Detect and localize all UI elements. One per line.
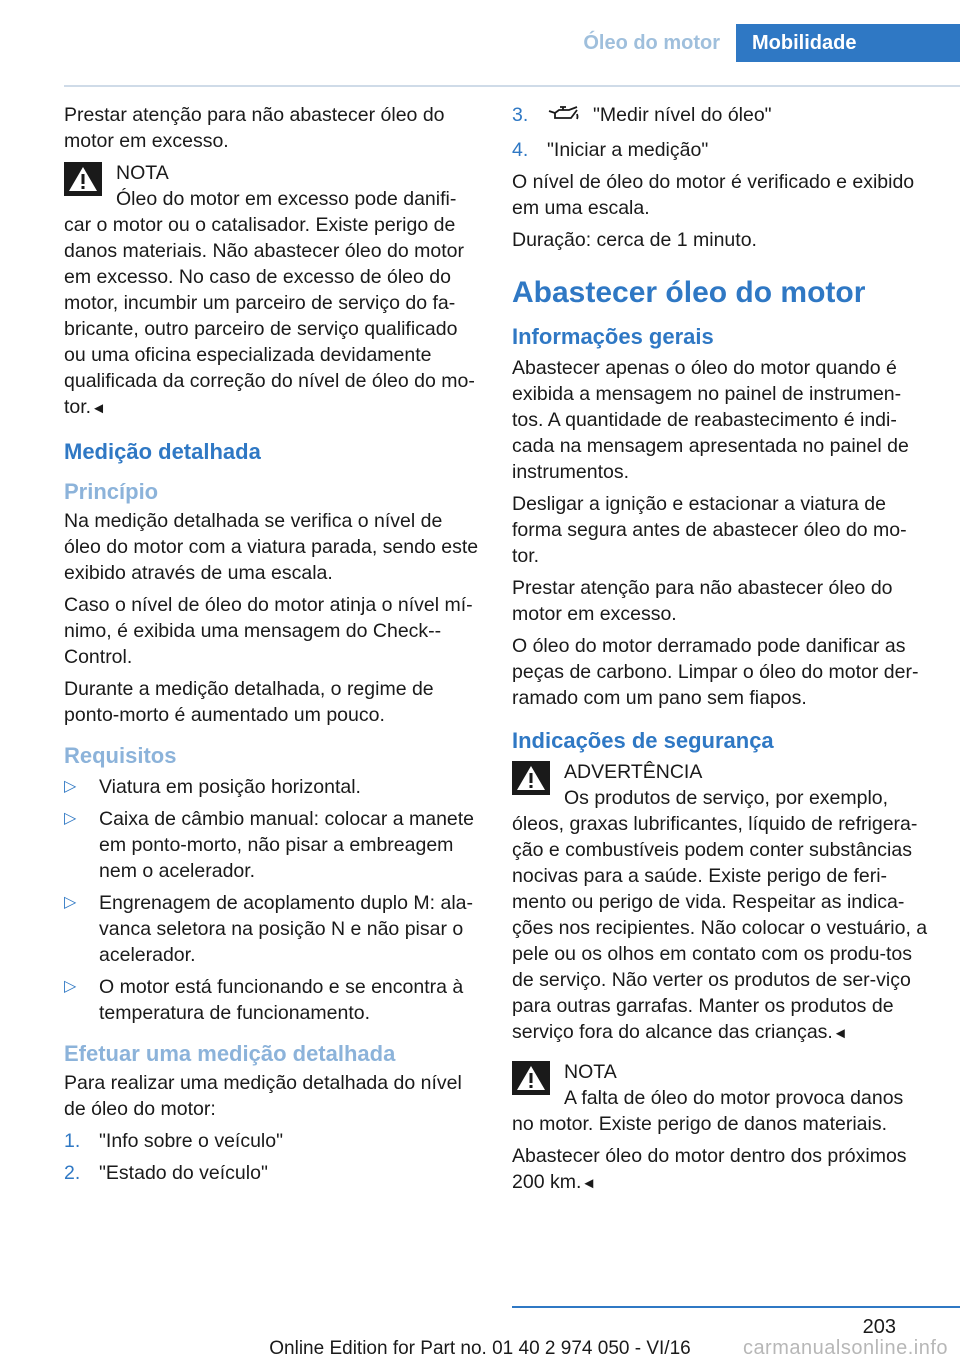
step-item: 2. "Estado do veículo" xyxy=(64,1162,268,1184)
warning-title: NOTA xyxy=(564,1061,617,1083)
page-number: 203 xyxy=(862,1316,896,1338)
steps-list xyxy=(512,102,928,163)
list-item: ▷ Engrenagem de acoplamento duplo M: ala-vanca seletora na posição N e não pisar o acelerador. xyxy=(64,892,473,966)
left-column xyxy=(64,102,480,1192)
list-item: ▷ O motor está funcionando e se encontra à temperatura de funcionamento. xyxy=(64,976,464,1024)
steps-list xyxy=(64,1128,480,1186)
step-item: 3. "Medir nível do óleo" xyxy=(512,102,928,131)
footer-divider xyxy=(512,1306,960,1308)
paragraph: Duração: cerca de 1 minuto. xyxy=(512,229,757,251)
watermark: carmanualsonline.info xyxy=(742,1337,948,1359)
page-header xyxy=(0,24,960,62)
warning-triangle-icon xyxy=(64,162,102,196)
warning-triangle-icon xyxy=(512,761,550,795)
heading-requisitos: Requisitos xyxy=(64,743,177,768)
paragraph: Abastecer apenas o óleo do motor quando é exibida a mensagem no painel de instrumen-tos. A quantidade de reabastecimento é indi-cada na mensagem apresentada no painel de instrumentos. xyxy=(512,357,909,483)
step-item: 1. "Info sobre o veículo" xyxy=(64,1130,284,1152)
paragraph: Abastecer óleo do motor dentro dos próximos 200 km.◄ xyxy=(512,1145,907,1193)
requirements-list xyxy=(64,774,480,1026)
advertencia-warning-block xyxy=(512,759,928,1047)
heading-efetuar-medicao: Efetuar uma medição detalhada xyxy=(64,1041,396,1066)
end-mark-icon: ◄ xyxy=(832,1025,848,1042)
step-item: 4. "Iniciar a medição" xyxy=(512,139,709,161)
triangle-bullet-icon: ▷ xyxy=(64,810,77,827)
edition-footer: Online Edition for Part no. 01 40 2 974 050 - VI/16 xyxy=(269,1338,691,1359)
list-item: ▷ Caixa de câmbio manual: colocar a manete em ponto-morto, não pisar a embreagem nem o acelerador. xyxy=(64,808,475,882)
paragraph: Durante a medição detalhada, o regime de ponto-morto é aumentado um pouco. xyxy=(64,678,434,726)
heading-medicao-detalhada: Medição detalhada xyxy=(64,439,261,464)
intro-paragraph: Prestar atenção para não abastecer óleo do motor em excesso. xyxy=(64,104,445,152)
paragraph: Para realizar uma medição detalhada do nível de óleo do motor: xyxy=(64,1072,462,1120)
paragraph: Na medição detalhada se verifica o nível de óleo do motor com a viatura parada, sendo este exibido através de uma escala. xyxy=(64,510,479,584)
heading-principio: Princípio xyxy=(64,479,159,504)
list-item: ▷ Viatura em posição horizontal. xyxy=(64,776,361,798)
warning-text: Óleo do motor em excesso pode danifi-car o motor ou o catalisador. Existe perigo de danos materiais. Não abastecer óleo do motor em excesso. No caso de excesso de óleo do motor, incumbir um parceiro de serviço do fa-bricante, outro parceiro de serviço qualificado ou uma oficina especializada devidamente qualificada da correção do nível de óleo do mo-tor. xyxy=(64,188,475,418)
heading-informacoes-gerais: Informações gerais xyxy=(512,324,714,349)
warning-title: NOTA xyxy=(116,162,169,184)
header-divider xyxy=(64,85,960,87)
end-mark-icon: ◄ xyxy=(91,400,106,417)
warning-triangle-icon xyxy=(512,1061,550,1095)
nota-warning-block xyxy=(512,1059,928,1137)
paragraph: Prestar atenção para não abastecer óleo do motor em excesso. xyxy=(512,577,893,625)
warning-title: ADVERTÊNCIA xyxy=(564,761,703,783)
nota-warning-block xyxy=(64,160,480,422)
header-section-title: Óleo do motor xyxy=(583,32,720,54)
header-chapter-tab[interactable]: Mobilidade xyxy=(736,24,960,62)
right-column xyxy=(512,102,928,1203)
heading-abastecer-oleo: Abastecer óleo do motor xyxy=(512,276,866,309)
paragraph: Desligar a ignição e estacionar a viatura de forma segura antes de abastecer óleo do mo-tor. xyxy=(512,493,907,567)
triangle-bullet-icon: ▷ xyxy=(64,894,77,911)
paragraph: O nível de óleo do motor é verificado e exibido em uma escala. xyxy=(512,171,915,219)
warning-text: Os produtos de serviço, por exemplo, óleos, graxas lubrificantes, líquido de refrigera-ção e combustíveis podem conter substâncias nocivas para a saúde. Existe perigo de feri-mento ou perigo de vida. Respeitar as indica-ções nos recipientes. Não colocar o vestuário, a pele ou os olhos em contato com os produ-tos de serviço. Não verter os produtos de ser-viço para outras garrafas. Manter os produtos de serviço fora do alcance das crianças. xyxy=(512,787,928,1043)
triangle-bullet-icon: ▷ xyxy=(64,978,77,995)
end-mark-icon: ◄ xyxy=(581,1175,597,1192)
paragraph: O óleo do motor derramado pode danificar as peças de carbono. Limpar o óleo do motor der-ramado com um pano sem fiapos. xyxy=(512,635,919,709)
oil-can-icon xyxy=(547,105,581,131)
heading-indicacoes-seguranca: Indicações de segurança xyxy=(512,728,774,753)
paragraph: Caso o nível de óleo do motor atinja o nível mí-nimo, é exibida uma mensagem do Check--Control. xyxy=(64,594,473,668)
triangle-bullet-icon: ▷ xyxy=(64,778,77,795)
warning-text: A falta de óleo do motor provoca danos no motor. Existe perigo de danos materiais. xyxy=(512,1087,904,1135)
